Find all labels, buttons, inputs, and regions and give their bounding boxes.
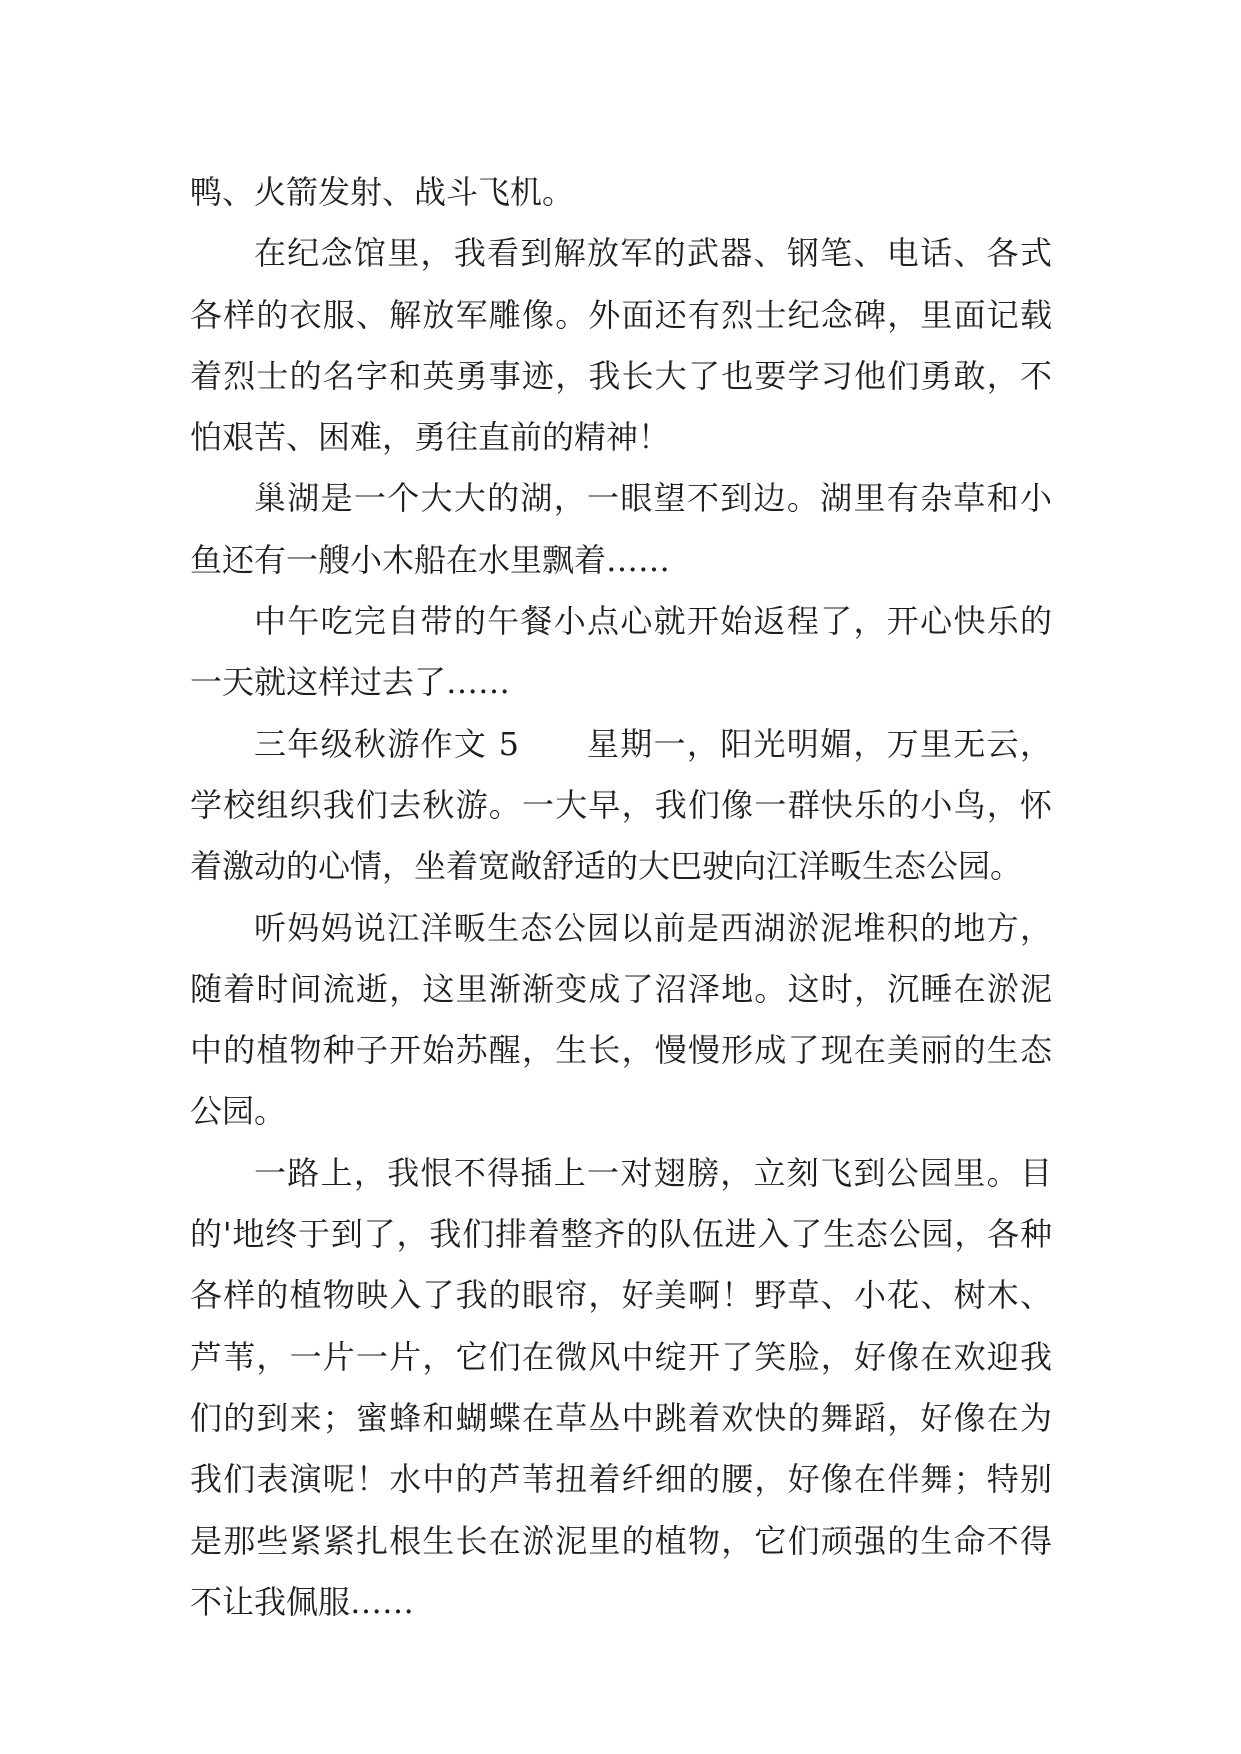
paragraph-2: 在纪念馆里，我看到解放军的武器、钢笔、电话、各式各样的衣服、解放军雕像。外面还有烈士纪念碑，里面记载着烈士的名字和英勇事迹，我长大了也要学习他们勇敢，不怕艰苦、困难，勇往直前的精神！ — [190, 234, 1052, 457]
article-body — [190, 162, 1052, 1633]
paragraph-5: 三年级秋游作文 5 星期一，阳光明媚，万里无云，学校组织我们去秋游。一大早，我们像一群快乐的小鸟，怀着激动的心情，坐着宽敞舒适的大巴驶向江洋畈生态公园。 — [190, 724, 1052, 886]
paragraph-3: 巢湖是一个大大的湖，一眼望不到边。湖里有杂草和小鱼还有一艘小木船在水里飘着…… — [190, 479, 1052, 579]
paragraph-4: 中午吃完自带的午餐小点心就开始返程了，开心快乐的一天就这样过去了…… — [190, 602, 1052, 702]
paragraph-6: 听妈妈说江洋畈生态公园以前是西湖淤泥堆积的地方，随着时间流逝，这里渐渐变成了沼泽地。这时，沉睡在淤泥中的植物种子开始苏醒，生长，慢慢形成了现在美丽的生态公园。 — [190, 908, 1052, 1131]
paragraph-7: 一路上，我恨不得插上一对翅膀，立刻飞到公园里。目的'地终于到了，我们排着整齐的队伍进入了生态公园，各种各样的植物映入了我的眼帘，好美啊！野草、小花、树木、芦苇，一片一片，它们在微风中绽开了笑脸，好像在欢迎我们的到来；蜜蜂和蝴蝶在草丛中跳着欢快的舞蹈，好像在为我们表演呢！水中的芦苇扭着纤细的腰，好像在伴舞；特别是那些紧紧扎根生长在淤泥里的植物，它们顽强的生命不得不让我佩服…… — [190, 1153, 1052, 1621]
paragraph-1: 鸭、火箭发射、战斗飞机。 — [190, 173, 575, 211]
